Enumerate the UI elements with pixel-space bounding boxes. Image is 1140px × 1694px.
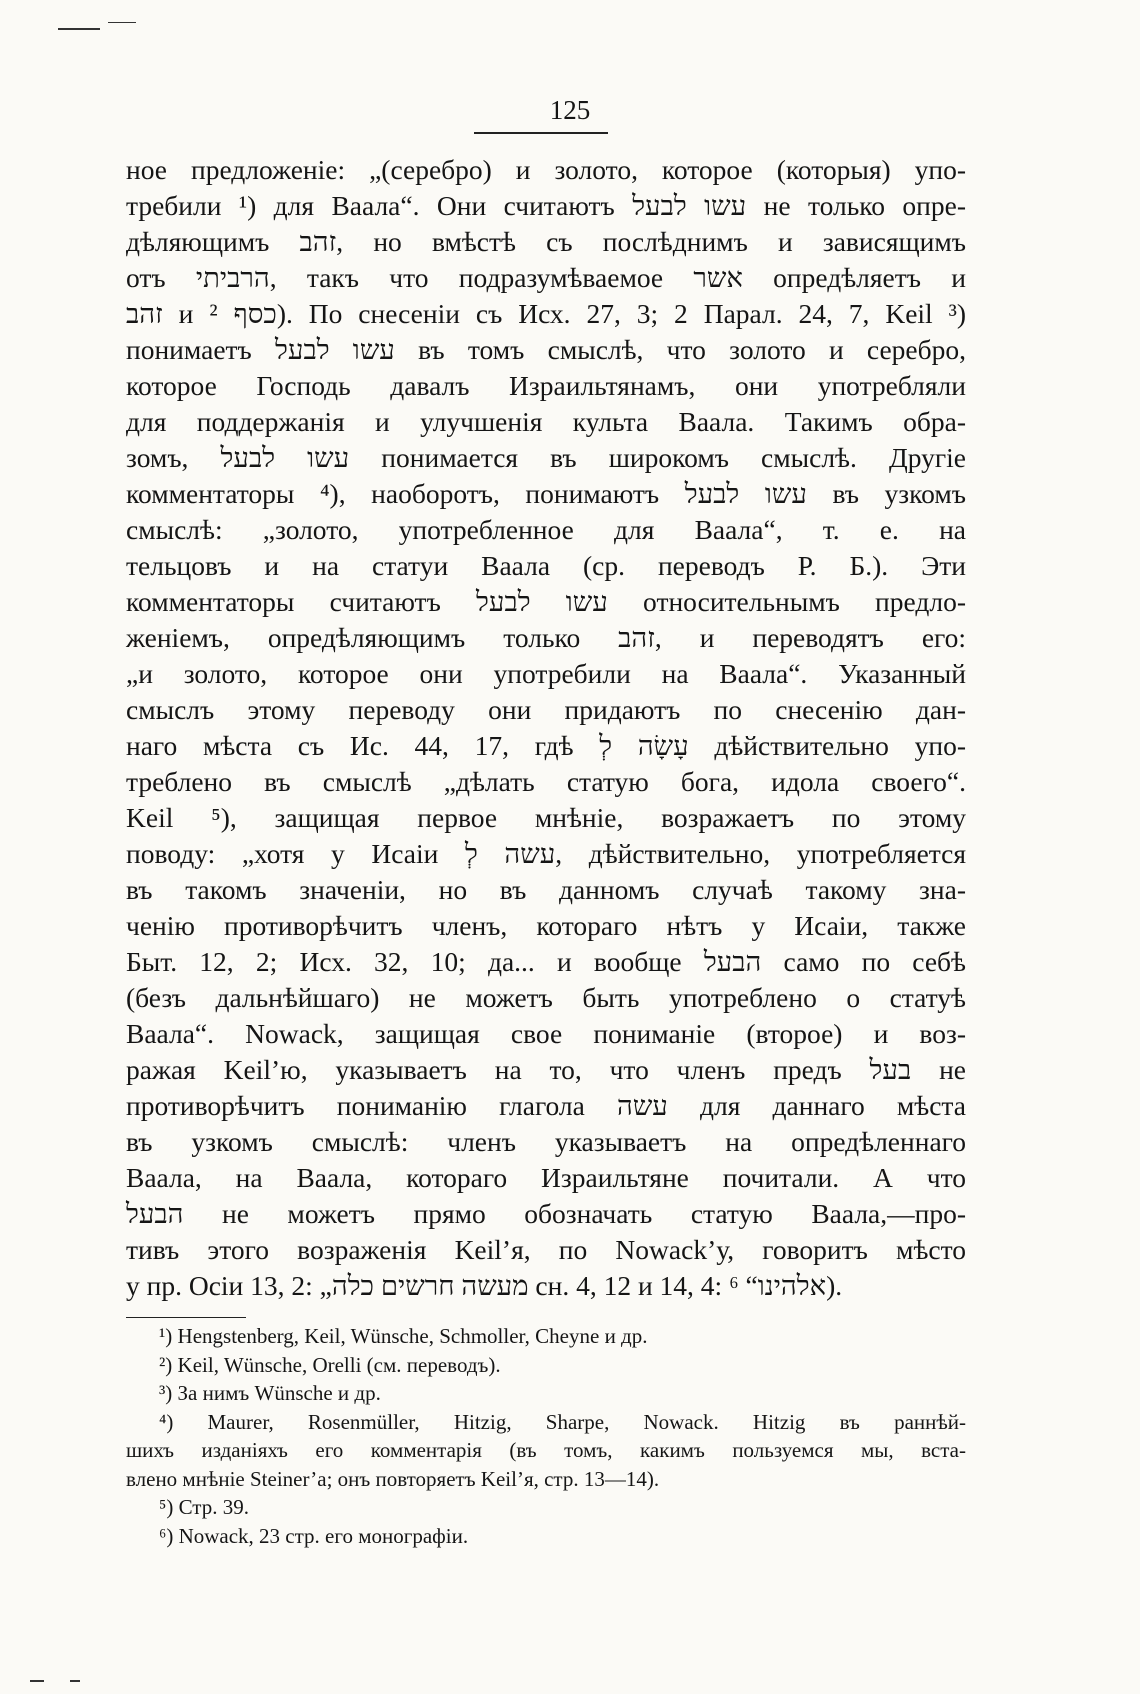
scan-mark-top (58, 28, 100, 30)
text-line: (безъ дальнѣйшаго) не можетъ быть употреблено о статуѣ (126, 982, 966, 1013)
text-line: ченію противорѣчитъ членъ, котораго нѣтъ у Исаіи, также (126, 910, 966, 941)
text-line: смыслъ этому переводу они придаютъ по снесенію дан- (126, 694, 966, 725)
text-line: наго мѣста съ Ис. 44, 17, гдѣ עָשָׂה לְ дѣйствительно упо- (126, 730, 966, 761)
text-line: женіемъ, опредѣляющимъ только זהב, и переводятъ его: (126, 622, 967, 653)
text-line: дѣляющимъ זהב, но вмѣстѣ съ послѣднимъ и зависящимъ (126, 226, 966, 257)
text-line: въ узкомъ смыслѣ: членъ указываетъ на опредѣленнаго (126, 1126, 966, 1157)
text-line: для поддержанія и улучшенія культа Ваала. Такимъ обра- (126, 406, 966, 437)
text-line: „и золото, которое они употребили на Ваала“. Указанный (126, 658, 966, 689)
footnote: ⁴) Maurer, Rosenmüller, Hitzig, Sharpe, Nowack. Hitzig въ раннѣй- (159, 1409, 966, 1434)
text-line: поводу: „хотя у Исаіи עשה לְ, дѣйствительно, употребляется (126, 838, 967, 869)
scan-mark-bottom-2 (70, 1680, 80, 1682)
text-line: тельцовъ и на статуи Ваала (ср. переводъ Р. Б.). Эти (126, 550, 966, 581)
text-line: комментаторы считаютъ עשו לבעל относительнымъ предло- (126, 586, 966, 617)
text-line: смыслѣ: „золото, употребленное для Ваала“, т. е. на (126, 514, 966, 545)
scan-mark-top-2 (108, 22, 136, 23)
footnote: ⁶) Nowack, 23 стр. его монографіи. (159, 1523, 469, 1548)
footnote-continuation: влено мнѣніе Steiner’a; онъ повторяетъ Keil’я, стр. 13—14). (126, 1466, 660, 1491)
text-line: понимаетъ עשו לבעל въ томъ смыслѣ, что золото и серебро, (126, 334, 966, 365)
text-line: Keil ⁵), защищая первое мнѣніе, возражаетъ по этому (126, 802, 966, 833)
page-number: 125 (549, 95, 591, 125)
scan-mark-bottom (30, 1680, 44, 1682)
text-line: Ваала“. Nowack, защищая свое пониманіе (второе) и воз- (126, 1018, 966, 1049)
footnote: ³) За нимъ Wünsche и др. (159, 1381, 381, 1405)
text-line: въ такомъ значеніи, но въ данномъ случаѣ такому зна- (126, 874, 966, 905)
text-line: ное предложеніе: „(серебро) и золото, которое (которыя) упо- (126, 154, 966, 185)
footnote: ¹) Hengstenberg, Keil, Wünsche, Schmoller, Cheyne и др. (159, 1324, 648, 1348)
text-line: которое Господь давалъ Израильтянамъ, они употребляли (126, 370, 966, 401)
text-line: זהב и כסף ²). По снесеніи съ Исх. 27, 3; 2 Парал. 24, 7, Keil ³) (126, 298, 967, 329)
page-number-rule (474, 132, 608, 134)
text-line: тивъ этого возраженія Keil’я, по Nowack’у, говоритъ мѣсто (126, 1234, 966, 1265)
text-line: отъ הרביתי, такъ что подразумѣваемое אשר опредѣляетъ и (126, 262, 966, 293)
text-line: Ваала, на Ваала, котораго Израильтяне почитали. А что (126, 1162, 966, 1193)
text-line: противорѣчитъ пониманію глагола עשה для даннаго мѣста (126, 1090, 966, 1121)
text-line: требили ¹) для Ваала“. Они считаютъ עשו לבעל не только опре- (126, 190, 966, 221)
text-line: треблено въ смыслѣ „дѣлать статую бога, идола своего“. (126, 766, 966, 797)
body-text (126, 152, 966, 1304)
footnote: ⁵) Стр. 39. (159, 1495, 249, 1519)
text-line: הבעל не можетъ прямо обозначать статую Ваала,—про- (126, 1198, 966, 1229)
text-line: зомъ, עשו לבעל понимается въ широкомъ смыслѣ. Другіе (126, 442, 966, 473)
text-line: у пр. Осіи 13, 2: „מעשה חרשים כלה сн. 4, 12 и 14, 4: אלהינו“ ⁶). (126, 1270, 843, 1301)
footnote: ²) Keil, Wünsche, Orelli (см. переводъ). (159, 1352, 501, 1377)
text-line: ражая Keil’ю, указываетъ на то, что членъ предъ בעל не (126, 1054, 966, 1085)
footnotes (126, 1322, 966, 1550)
text-line: Быт. 12, 2; Исх. 32, 10; да... и вообще הבעל само по себѣ (126, 946, 966, 977)
footnote-continuation: шихъ изданіяхъ его комментарія (въ томъ, какимъ пользуемся мы, вста- (126, 1438, 966, 1462)
footnote-rule (126, 1317, 246, 1318)
text-line: комментаторы ⁴), наоборотъ, понимаютъ עשו לבעל въ узкомъ (126, 478, 966, 509)
